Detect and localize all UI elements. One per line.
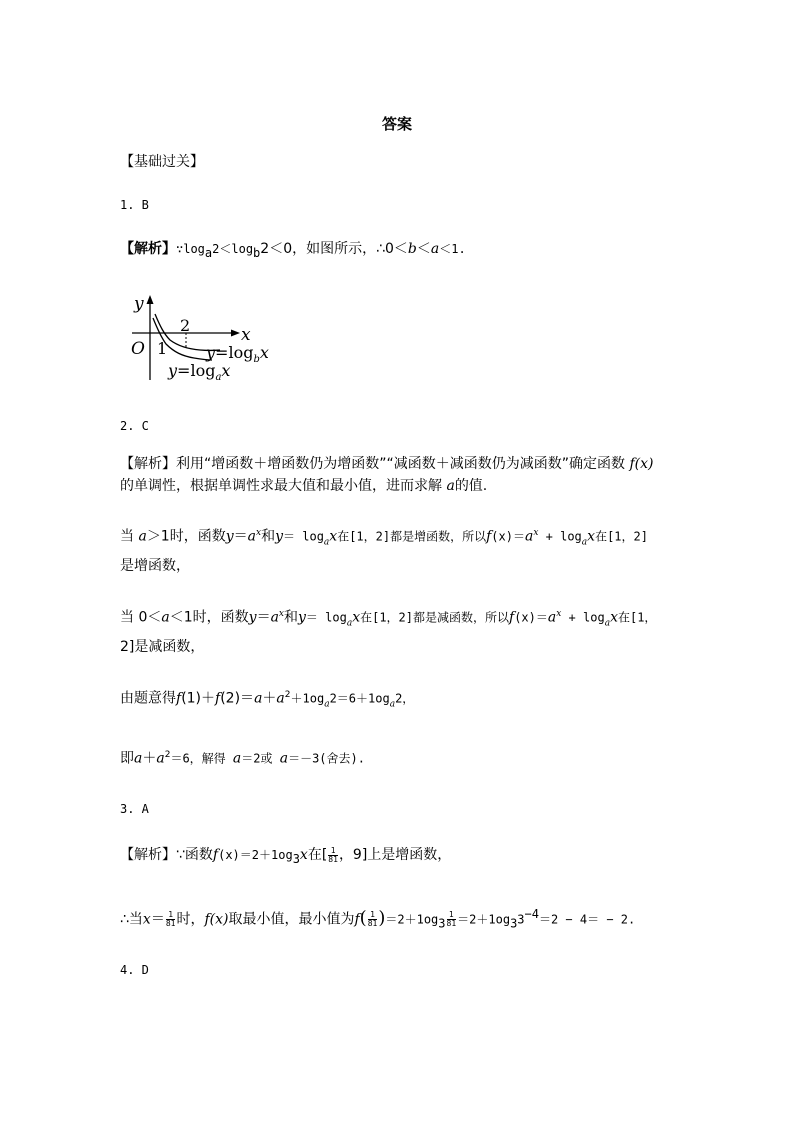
- page-title: 答案: [381, 115, 412, 133]
- x-axis-label: x: [241, 325, 251, 345]
- q2-case1-cont: 是增函数，: [120, 558, 190, 574]
- q2-case1: 当 a＞1时，函数$y=a^x$和$y= \log_ax$在[1，2]都是增函数，所以$f(x)=a^x + \log_ax$在[1，2]: [120, 528, 648, 548]
- q3-answer: 3. A: [120, 802, 149, 816]
- curve-a-label: $y=\log_ax$: [168, 361, 231, 383]
- q2-case2-cont: 2]是减函数，: [120, 639, 205, 655]
- q2-case2: 当 0＜a＜1时，函数$y=a^x$和$y= \log_ax$在[1，2]都是减函数，所以$f(x)=a^x + \log_ax$在[1，: [120, 609, 657, 629]
- tick-1-label: 1: [157, 339, 168, 358]
- q2-line1: 【解析】利用“增函数＋增函数仍为增函数”“减函数＋减函数仍为减函数”确定函数 f(x): [120, 456, 654, 472]
- fraction-1-81: $\frac{1}{81}$: [328, 845, 338, 864]
- q2-answer: 2. C: [120, 419, 149, 433]
- section-heading: 【基础过关】: [120, 154, 204, 170]
- q3-line2: ∴当x＝ $\frac{1}{81}$ 时，f(x)取最小值，最小值为f( $\frac{1}{81}$ )$=2+1og_3$ $\frac{1}{81}$ $=2+1og_33^{-4}=2 - 4= - 2$.: [120, 907, 636, 931]
- q1-explanation: 【解析】$\because\log_a2<\log_b2<0$，如图所示，∴0＜b＜a＜1.: [120, 241, 466, 260]
- q2-line2: 的单调性，根据单调性求最大值和最小值，进而求解 a的值.: [120, 478, 488, 494]
- y-axis-label: y: [134, 294, 144, 314]
- curve-b-label: $y=\log_bx$: [206, 343, 269, 365]
- q2-solution: 即$a+a^2=6$，解得 a＝2或 a＝－3(舍去).: [120, 750, 365, 767]
- x-axis-arrow-icon: [231, 330, 240, 337]
- q1-answer: 1. B: [120, 198, 149, 212]
- q4-answer: 4. D: [120, 963, 149, 977]
- q2-equation: 由题意得$f(1)+f(2)=a+a^2+1og_a2=6+1og_a2$，: [120, 690, 415, 710]
- y-axis-arrow-icon: [147, 295, 154, 304]
- tick-2-label: 2: [180, 316, 191, 335]
- q3-line1: 【解析】∵函数$f(x)=2+1og_3x$在[ $\frac{1}{81}$ ，9]上是增函数，: [120, 845, 452, 866]
- log-graph: [126, 292, 286, 384]
- origin-label: O: [131, 339, 145, 359]
- q1-label: 【解析】: [120, 241, 176, 257]
